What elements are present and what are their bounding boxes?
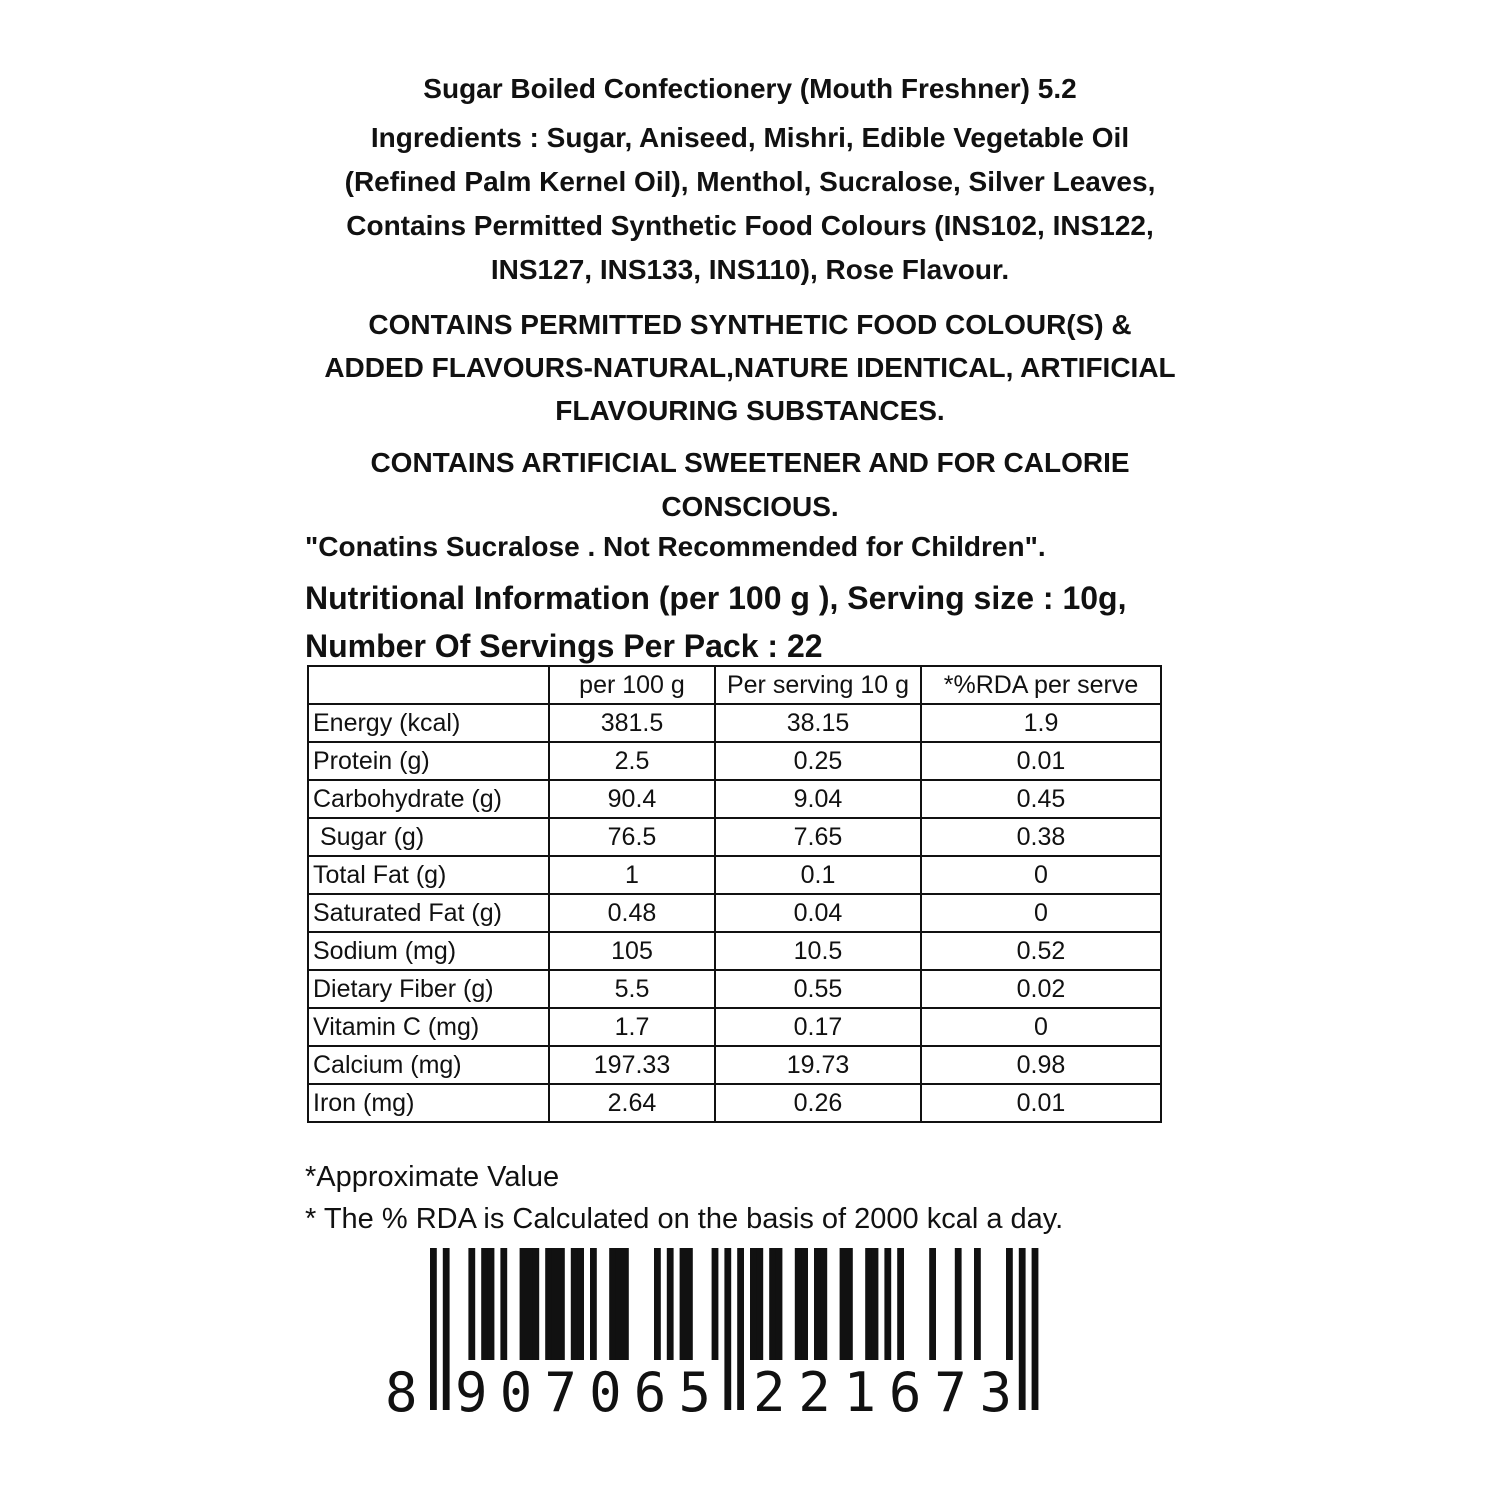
nutrient-value: 0.48 (549, 894, 715, 932)
nutrient-value: 0 (921, 1008, 1161, 1046)
nutrient-value: 9.04 (715, 780, 921, 818)
colour-warning-line: CONTAINS PERMITTED SYNTHETIC FOOD COLOUR(S) & (368, 309, 1132, 340)
nutrient-name: Carbohydrate (g) (308, 780, 549, 818)
column-header: *%RDA per serve (921, 666, 1161, 704)
nutrient-value: 381.5 (549, 704, 715, 742)
nutrient-value: 1 (549, 856, 715, 894)
nutrient-value: 10.5 (715, 932, 921, 970)
nutrient-name: Energy (kcal) (308, 704, 549, 742)
nutrient-name: Total Fat (g) (308, 856, 549, 894)
nutrient-value: 0.01 (921, 1084, 1161, 1122)
barcode-left-digits: 907065 (455, 1361, 711, 1424)
sucralose-note: "Conatins Sucralose . Not Recommended for Children". (305, 531, 1046, 562)
nutrient-name: Sodium (mg) (308, 932, 549, 970)
nutrient-value: 0.98 (921, 1046, 1161, 1084)
nutrient-value: 0.26 (715, 1084, 921, 1122)
nutrient-name: Vitamin C (mg) (308, 1008, 549, 1046)
nutrient-value: 105 (549, 932, 715, 970)
nutrient-value: 90.4 (549, 780, 715, 818)
nutrient-value: 2.5 (549, 742, 715, 780)
nutrient-value: 1.9 (921, 704, 1161, 742)
nutrient-value: 0 (921, 856, 1161, 894)
rda-note: * The % RDA is Calculated on the basis of 2000 kcal a day. (305, 1203, 1064, 1235)
nutrient-value: 76.5 (549, 818, 715, 856)
nutrient-value: 0.38 (921, 818, 1161, 856)
nutrient-value: 0.25 (715, 742, 921, 780)
product-title: Sugar Boiled Confectionery (Mouth Freshner) 5.2 (423, 73, 1077, 104)
nutrient-name: Dietary Fiber (g) (308, 970, 549, 1008)
nutrient-value: 0 (921, 894, 1161, 932)
nutrition-heading: Nutritional Information (per 100 g ), Serving size : 10g, (305, 580, 1127, 616)
nutrient-name: Sugar (g) (308, 818, 549, 856)
nutrient-value: 5.5 (549, 970, 715, 1008)
nutrient-value: 197.33 (549, 1046, 715, 1084)
nutrient-name: Saturated Fat (g) (308, 894, 549, 932)
column-header: per 100 g (549, 666, 715, 704)
nutrient-value: 0.55 (715, 970, 921, 1008)
nutrient-value: 0.45 (921, 780, 1161, 818)
nutrient-value: 2.64 (549, 1084, 715, 1122)
ingredients-line: INS127, INS133, INS110), Rose Flavour. (490, 254, 1010, 285)
nutrient-name: Calcium (mg) (308, 1046, 549, 1084)
nutrient-value: 0.1 (715, 856, 921, 894)
nutrient-value: 0.02 (921, 970, 1161, 1008)
nutrient-value: 1.7 (549, 1008, 715, 1046)
column-header: Per serving 10 g (715, 666, 921, 704)
nutrient-name: Protein (g) (308, 742, 549, 780)
sweetener-warning-line: CONSCIOUS. (661, 491, 839, 522)
nutrient-value: 7.65 (715, 818, 921, 856)
approximate-value-note: *Approximate Value (305, 1161, 560, 1193)
ingredients-line: Ingredients : Sugar, Aniseed, Mishri, Edible Vegetable Oil (370, 122, 1130, 153)
barcode-right-digits: 221673 (753, 1361, 1012, 1424)
nutrient-value: 0.04 (715, 894, 921, 932)
nutrient-value: 38.15 (715, 704, 921, 742)
nutrient-name: Iron (mg) (308, 1084, 549, 1122)
servings-per-pack: Number Of Servings Per Pack : 22 (305, 628, 823, 664)
nutrient-value: 19.73 (715, 1046, 921, 1084)
colour-warning-line: FLAVOURING SUBSTANCES. (555, 395, 945, 426)
nutrient-value: 0.01 (921, 742, 1161, 780)
nutrient-value: 0.17 (715, 1008, 921, 1046)
barcode-first-digit: 8 (385, 1361, 418, 1424)
nutrient-value: 0.52 (921, 932, 1161, 970)
sweetener-warning-line: CONTAINS ARTIFICIAL SWEETENER AND FOR CALORIE (370, 447, 1130, 478)
colour-warning-line: ADDED FLAVOURS-NATURAL,NATURE IDENTICAL, ARTIFICIAL (324, 352, 1176, 383)
ingredients-line: Contains Permitted Synthetic Food Colours (INS102, INS122, (346, 210, 1154, 241)
ingredients-line: (Refined Palm Kernel Oil), Menthol, Sucralose, Silver Leaves, (344, 166, 1156, 197)
